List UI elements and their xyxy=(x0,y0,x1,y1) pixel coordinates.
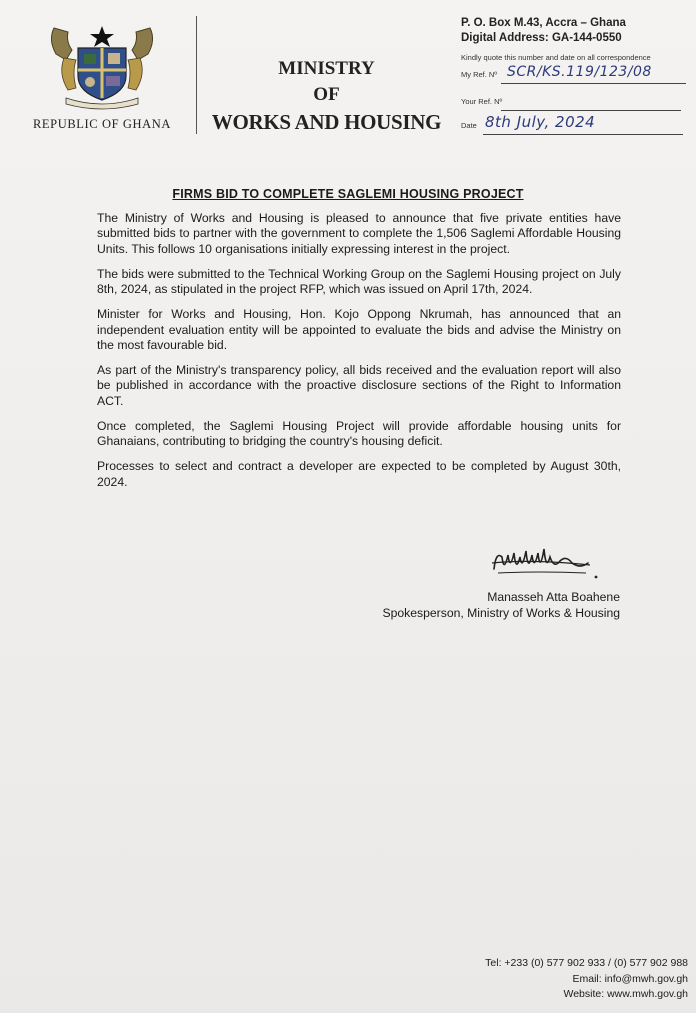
my-ref-rule xyxy=(501,83,686,84)
paragraph-4: As part of the Ministry's transparency policy, all bids received and the evaluation report will also be published in accordance with the proactive disclosure sections of the Right to Information ACT. xyxy=(97,363,621,408)
paragraph-3: Minister for Works and Housing, Hon. Kojo Oppong Nkrumah, has announced that an independent evaluation entity will be appointed to evaluate the bids and advise the Ministry on the most favourable bid. xyxy=(97,307,621,353)
my-ref-row xyxy=(461,64,686,80)
date-label: Date xyxy=(461,121,477,130)
press-release-body xyxy=(97,211,621,500)
footer-email: Email: info@mwh.gov.gh xyxy=(572,972,688,985)
paragraph-5: Once completed, the Saglemi Housing Project will provide affordable housing units for Ghanaians, contributing to bridging the country's housing deficit. xyxy=(97,418,621,449)
ministry-line-1: MINISTRY xyxy=(278,58,375,79)
date-rule xyxy=(483,134,683,135)
footer-website: Website: www.mwh.gov.gh xyxy=(563,988,688,1000)
po-box: P. O. Box M.43, Accra – Ghana xyxy=(461,17,626,29)
ministry-name xyxy=(205,56,448,136)
ministry-line-2: OF xyxy=(313,84,340,105)
signatory-name: Manasseh Atta Boahene xyxy=(487,590,620,604)
your-ref-rule xyxy=(501,110,681,111)
my-ref-value: SCR/KS.119/123/08 xyxy=(507,64,652,80)
digital-address: Digital Address: GA-144-0550 xyxy=(461,32,622,44)
date-value: 8th July, 2024 xyxy=(485,113,596,131)
date-row xyxy=(461,113,686,131)
ghana-coat-of-arms xyxy=(44,20,160,110)
header-divider xyxy=(196,16,197,134)
your-ref-label: Your Ref. Nº xyxy=(461,97,503,106)
kindly-quote-note: Kindly quote this number and date on all correspondence xyxy=(461,53,651,62)
footer-tel: Tel: +233 (0) 577 902 933 / (0) 577 902 988 xyxy=(485,957,688,969)
contact-footer xyxy=(485,956,688,1003)
handwritten-signature xyxy=(490,543,600,581)
paragraph-1: The Ministry of Works and Housing is pleased to announce that five private entities have submitted bids to partner with the government to complete the 1,506 Saglemi Affordable Housing Units. This follows 10 organisations initially expressing interest in the project. xyxy=(97,211,621,256)
my-ref-label: My Ref. Nº xyxy=(461,70,498,79)
ministry-line-3: WORKS AND HOUSING xyxy=(211,110,442,134)
signatory-block xyxy=(382,589,620,621)
paragraph-6: Processes to select and contract a developer are expected to be completed by August 30th, 2024. xyxy=(97,459,621,489)
paragraph-2: The bids were submitted to the Technical Working Group on the Saglemi Housing project on July 8th, 2024, as stipulated in the project RFP, which was issued on April 17th, 2024. xyxy=(97,266,621,297)
republic-of-ghana-label: REPUBLIC OF GHANA xyxy=(33,117,171,131)
press-release-title: FIRMS BID TO COMPLETE SAGLEMI HOUSING PROJECT xyxy=(172,187,524,201)
your-ref-row xyxy=(461,97,686,106)
signatory-role: Spokesperson, Ministry of Works & Housing xyxy=(382,606,620,620)
postal-address xyxy=(461,16,626,46)
